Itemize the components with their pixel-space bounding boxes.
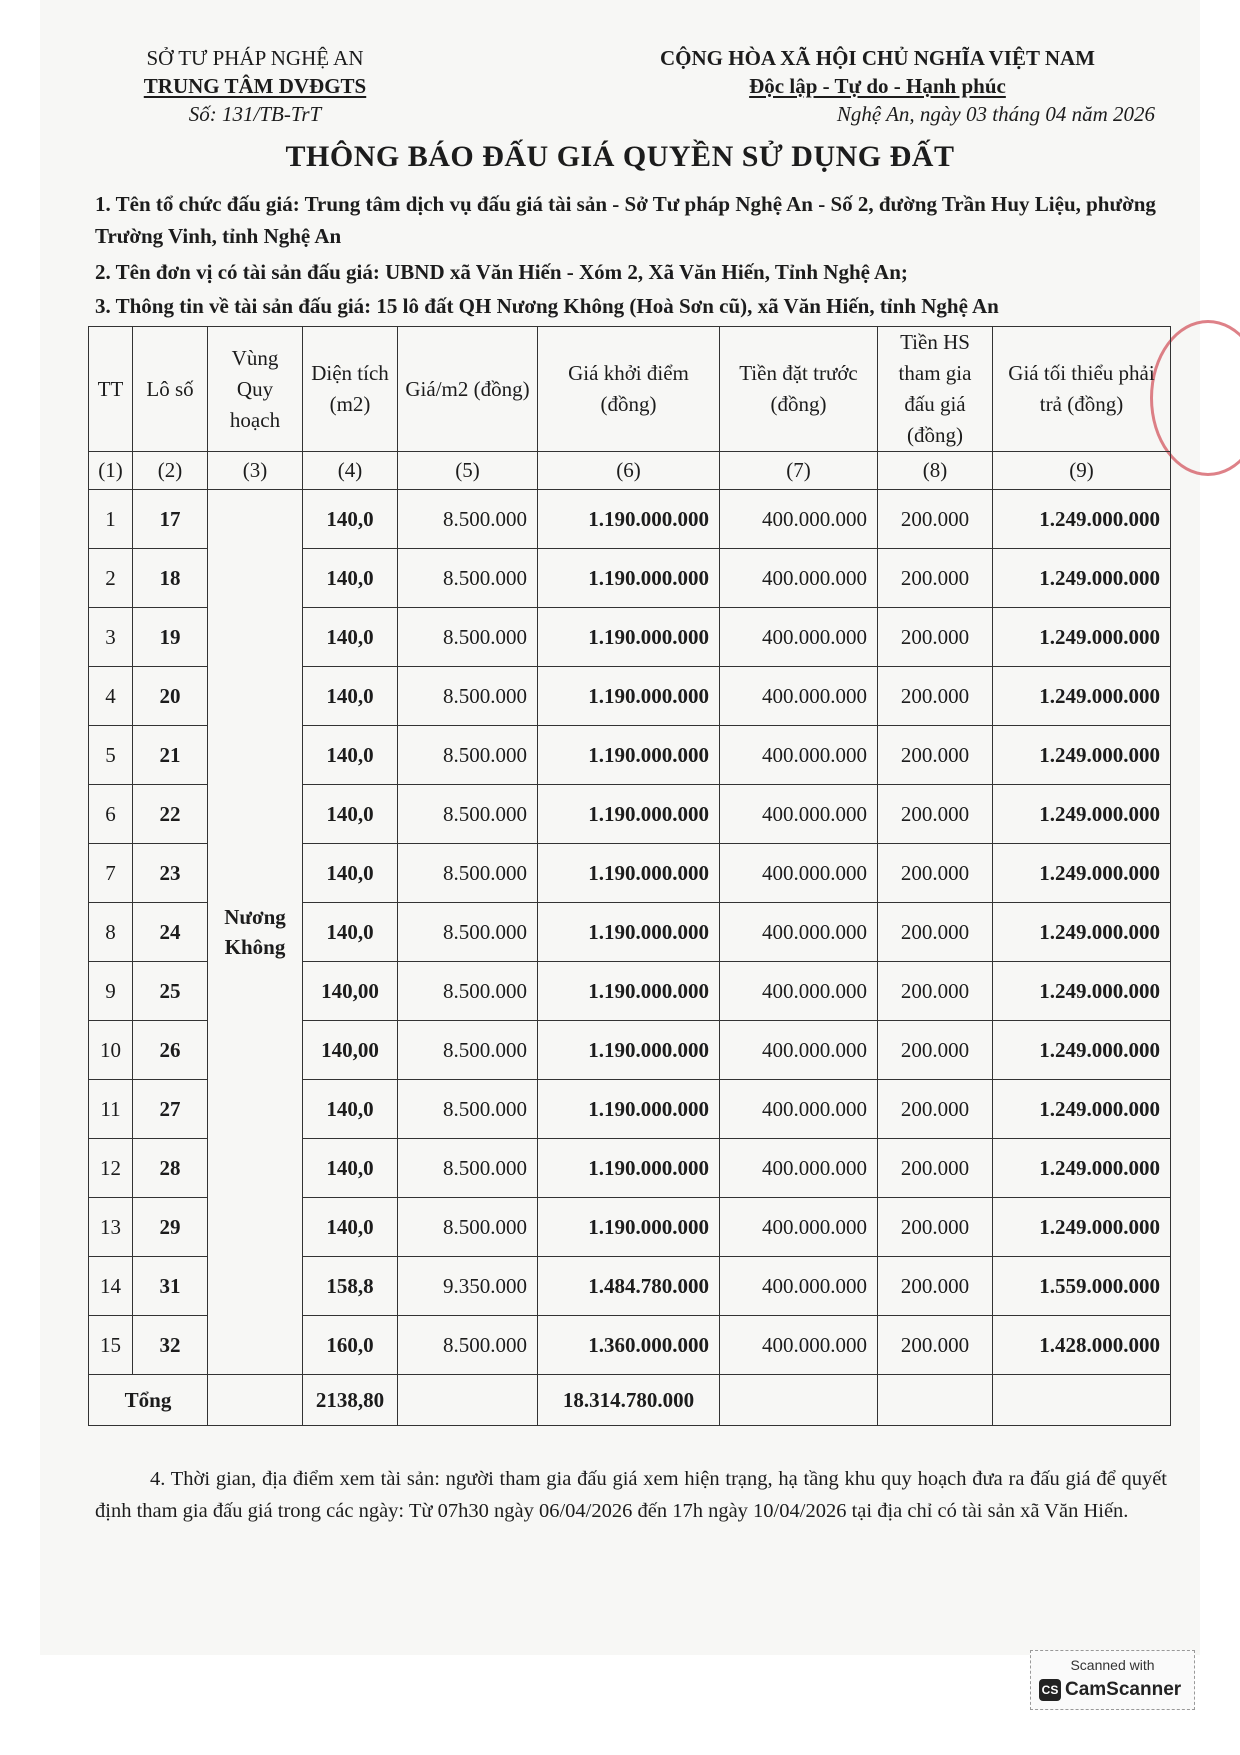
cell-start-price: 1.190.000.000 xyxy=(538,549,720,608)
cell-fee: 200.000 xyxy=(878,1080,993,1139)
camscanner-logo-icon: CS xyxy=(1039,1679,1061,1701)
cell-fee: 200.000 xyxy=(878,1316,993,1375)
document-date: Nghệ An, ngày 03 tháng 04 năm 2026 xyxy=(836,102,1155,126)
viewing-schedule-note xyxy=(95,1463,1167,1527)
cell-area: 140,00 xyxy=(303,1021,398,1080)
cell-price-m2: 8.500.000 xyxy=(398,1080,538,1139)
cell-lot: 28 xyxy=(133,1139,208,1198)
item-2-owner: 2. Tên đơn vị có tài sản đấu giá: UBND xã Văn Hiến - Xóm 2, Xã Văn Hiến, Tỉnh Nghệ An; xyxy=(95,260,908,284)
dept-name: SỞ TƯ PHÁP NGHỆ AN xyxy=(146,46,364,70)
cell-lot: 27 xyxy=(133,1080,208,1139)
cell-area: 140,0 xyxy=(303,608,398,667)
total-area: 2138,80 xyxy=(303,1375,398,1426)
cell-lot: 24 xyxy=(133,903,208,962)
cell-min-price: 1.249.000.000 xyxy=(993,1198,1171,1257)
total-empty xyxy=(398,1375,538,1426)
cell-min-price: 1.249.000.000 xyxy=(993,1139,1171,1198)
cell-price-m2: 8.500.000 xyxy=(398,785,538,844)
cell-start-price: 1.190.000.000 xyxy=(538,726,720,785)
cell-tt: 13 xyxy=(89,1198,133,1257)
cell-tt: 15 xyxy=(89,1316,133,1375)
header-cell: Tiền HS tham gia đấu giá (đồng) xyxy=(878,327,993,452)
cell-lot: 23 xyxy=(133,844,208,903)
column-number-row xyxy=(89,452,1171,490)
cell-area: 140,0 xyxy=(303,726,398,785)
cell-start-price: 1.484.780.000 xyxy=(538,1257,720,1316)
cell-area: 140,0 xyxy=(303,785,398,844)
total-empty xyxy=(720,1375,878,1426)
cell-fee: 200.000 xyxy=(878,844,993,903)
cell-lot: 26 xyxy=(133,1021,208,1080)
cell-deposit: 400.000.000 xyxy=(720,1080,878,1139)
cell-tt: 4 xyxy=(89,667,133,726)
cell-tt: 14 xyxy=(89,1257,133,1316)
header-cell: Diện tích (m2) xyxy=(303,327,398,452)
cell-deposit: 400.000.000 xyxy=(720,490,878,549)
cell-tt: 1 xyxy=(89,490,133,549)
cell-tt: 6 xyxy=(89,785,133,844)
cell-fee: 200.000 xyxy=(878,490,993,549)
header-cell: Giá khởi điểm (đồng) xyxy=(538,327,720,452)
cell-deposit: 400.000.000 xyxy=(720,1316,878,1375)
cell-lot: 25 xyxy=(133,962,208,1021)
cell-min-price: 1.249.000.000 xyxy=(993,785,1171,844)
cell-min-price: 1.249.000.000 xyxy=(993,962,1171,1021)
republic-title: CỘNG HÒA XÃ HỘI CHỦ NGHĨA VIỆT NAM xyxy=(659,46,1096,70)
column-number: (6) xyxy=(538,452,720,490)
cell-area: 140,0 xyxy=(303,549,398,608)
cell-fee: 200.000 xyxy=(878,903,993,962)
cell-min-price: 1.249.000.000 xyxy=(993,608,1171,667)
header-cell: Lô số xyxy=(133,327,208,452)
cell-start-price: 1.190.000.000 xyxy=(538,962,720,1021)
cell-tt: 12 xyxy=(89,1139,133,1198)
header-cell: Giá/m2 (đồng) xyxy=(398,327,538,452)
cell-area: 140,00 xyxy=(303,962,398,1021)
note-text: 4. Thời gian, địa điểm xem tài sản: người tham gia đấu giá xem hiện trạng, hạ tầng khu quy hoạch đưa ra đấu giá để quyết định tham gia đấu giá trong các ngày: Từ 07h30 ngày 06/04/2026 đến 17h ngày 10/04/2026 tại địa chỉ có tài sản xã Văn Hiến. xyxy=(95,1468,1167,1522)
cell-lot: 29 xyxy=(133,1198,208,1257)
cell-fee: 200.000 xyxy=(878,1257,993,1316)
cell-start-price: 1.190.000.000 xyxy=(538,490,720,549)
national-motto: Độc lập - Tự do - Hạnh phúc xyxy=(749,74,1006,98)
cell-lot: 17 xyxy=(133,490,208,549)
cell-min-price: 1.249.000.000 xyxy=(993,844,1171,903)
column-number: (1) xyxy=(89,452,133,490)
cell-zone: Nương Không xyxy=(208,490,303,1375)
cell-tt: 5 xyxy=(89,726,133,785)
cell-fee: 200.000 xyxy=(878,549,993,608)
cell-tt: 9 xyxy=(89,962,133,1021)
org-name: TRUNG TÂM DVĐGTS xyxy=(143,74,367,98)
cell-area: 140,0 xyxy=(303,844,398,903)
cell-tt: 8 xyxy=(89,903,133,962)
header-right xyxy=(600,44,1155,128)
cell-start-price: 1.360.000.000 xyxy=(538,1316,720,1375)
header-cell: TT xyxy=(89,327,133,452)
cell-price-m2: 8.500.000 xyxy=(398,903,538,962)
cell-deposit: 400.000.000 xyxy=(720,1257,878,1316)
cell-lot: 22 xyxy=(133,785,208,844)
total-row xyxy=(89,1375,1171,1426)
cell-deposit: 400.000.000 xyxy=(720,1021,878,1080)
cell-deposit: 400.000.000 xyxy=(720,1198,878,1257)
cell-price-m2: 9.350.000 xyxy=(398,1257,538,1316)
cell-start-price: 1.190.000.000 xyxy=(538,608,720,667)
cell-area: 140,0 xyxy=(303,903,398,962)
cell-lot: 20 xyxy=(133,667,208,726)
header-cell: Giá tối thiểu phải trả (đồng) xyxy=(993,327,1171,452)
cell-start-price: 1.190.000.000 xyxy=(538,667,720,726)
cell-deposit: 400.000.000 xyxy=(720,549,878,608)
cell-fee: 200.000 xyxy=(878,785,993,844)
camscanner-watermark xyxy=(1030,1650,1195,1710)
cell-price-m2: 8.500.000 xyxy=(398,608,538,667)
cell-lot: 18 xyxy=(133,549,208,608)
cell-price-m2: 8.500.000 xyxy=(398,667,538,726)
watermark-caption: Scanned with xyxy=(1070,1657,1155,1673)
cell-price-m2: 8.500.000 xyxy=(398,1316,538,1375)
header-cell: Vùng Quy hoạch xyxy=(208,327,303,452)
header-cell: Tiền đặt trước (đồng) xyxy=(720,327,878,452)
cell-lot: 31 xyxy=(133,1257,208,1316)
column-number: (9) xyxy=(993,452,1171,490)
cell-area: 160,0 xyxy=(303,1316,398,1375)
cell-fee: 200.000 xyxy=(878,1139,993,1198)
header-left xyxy=(95,44,415,128)
cell-deposit: 400.000.000 xyxy=(720,726,878,785)
cell-fee: 200.000 xyxy=(878,667,993,726)
table-row xyxy=(89,490,1171,549)
cell-price-m2: 8.500.000 xyxy=(398,844,538,903)
cell-area: 140,0 xyxy=(303,1139,398,1198)
cell-tt: 2 xyxy=(89,549,133,608)
column-number: (3) xyxy=(208,452,303,490)
auction-table xyxy=(88,326,1171,1426)
cell-price-m2: 8.500.000 xyxy=(398,1021,538,1080)
cell-price-m2: 8.500.000 xyxy=(398,726,538,785)
cell-deposit: 400.000.000 xyxy=(720,785,878,844)
cell-deposit: 400.000.000 xyxy=(720,844,878,903)
cell-start-price: 1.190.000.000 xyxy=(538,1021,720,1080)
column-number: (7) xyxy=(720,452,878,490)
page-title: THÔNG BÁO ĐẤU GIÁ QUYỀN SỬ DỤNG ĐẤT xyxy=(285,140,955,173)
cell-start-price: 1.190.000.000 xyxy=(538,1080,720,1139)
cell-lot: 19 xyxy=(133,608,208,667)
cell-min-price: 1.249.000.000 xyxy=(993,1021,1171,1080)
cell-area: 140,0 xyxy=(303,490,398,549)
total-empty xyxy=(993,1375,1171,1426)
cell-start-price: 1.190.000.000 xyxy=(538,1139,720,1198)
item-1-organizer: 1. Tên tổ chức đấu giá: Trung tâm dịch vụ đấu giá tài sản - Sở Tư pháp Nghệ An - Số 2, đường Trần Huy Liệu, phường Trường Vinh, tỉnh Nghệ An xyxy=(95,192,1156,248)
cell-fee: 200.000 xyxy=(878,726,993,785)
cell-price-m2: 8.500.000 xyxy=(398,1198,538,1257)
cell-lot: 21 xyxy=(133,726,208,785)
cell-price-m2: 8.500.000 xyxy=(398,1139,538,1198)
total-start-price: 18.314.780.000 xyxy=(538,1375,720,1426)
cell-area: 140,0 xyxy=(303,667,398,726)
cell-area: 140,0 xyxy=(303,1080,398,1139)
cell-fee: 200.000 xyxy=(878,1021,993,1080)
cell-fee: 200.000 xyxy=(878,962,993,1021)
cell-deposit: 400.000.000 xyxy=(720,608,878,667)
cell-min-price: 1.249.000.000 xyxy=(993,490,1171,549)
cell-min-price: 1.428.000.000 xyxy=(993,1316,1171,1375)
cell-start-price: 1.190.000.000 xyxy=(538,844,720,903)
table-header-row xyxy=(89,327,1171,452)
cell-area: 158,8 xyxy=(303,1257,398,1316)
cell-start-price: 1.190.000.000 xyxy=(538,785,720,844)
cell-price-m2: 8.500.000 xyxy=(398,490,538,549)
cell-min-price: 1.249.000.000 xyxy=(993,549,1171,608)
item-3-asset: 3. Thông tin về tài sản đấu giá: 15 lô đất QH Nương Không (Hoà Sơn cũ), xã Văn Hiến, tỉnh Nghệ An xyxy=(95,294,999,318)
document-number: Số: 131/TB-TrT xyxy=(188,102,322,126)
total-label: Tổng xyxy=(89,1375,208,1426)
cell-min-price: 1.249.000.000 xyxy=(993,726,1171,785)
column-number: (8) xyxy=(878,452,993,490)
cell-deposit: 400.000.000 xyxy=(720,1139,878,1198)
cell-tt: 10 xyxy=(89,1021,133,1080)
cell-min-price: 1.249.000.000 xyxy=(993,1080,1171,1139)
cell-min-price: 1.249.000.000 xyxy=(993,667,1171,726)
column-number: (4) xyxy=(303,452,398,490)
cell-deposit: 400.000.000 xyxy=(720,903,878,962)
cell-fee: 200.000 xyxy=(878,1198,993,1257)
cell-deposit: 400.000.000 xyxy=(720,962,878,1021)
watermark-brand: CamScanner xyxy=(1065,1679,1182,1700)
cell-deposit: 400.000.000 xyxy=(720,667,878,726)
cell-price-m2: 8.500.000 xyxy=(398,962,538,1021)
column-number: (5) xyxy=(398,452,538,490)
cell-tt: 3 xyxy=(89,608,133,667)
cell-min-price: 1.559.000.000 xyxy=(993,1257,1171,1316)
cell-min-price: 1.249.000.000 xyxy=(993,903,1171,962)
total-empty xyxy=(878,1375,993,1426)
cell-start-price: 1.190.000.000 xyxy=(538,1198,720,1257)
cell-fee: 200.000 xyxy=(878,608,993,667)
cell-tt: 7 xyxy=(89,844,133,903)
cell-start-price: 1.190.000.000 xyxy=(538,903,720,962)
cell-price-m2: 8.500.000 xyxy=(398,549,538,608)
cell-tt: 11 xyxy=(89,1080,133,1139)
total-empty xyxy=(208,1375,303,1426)
column-number: (2) xyxy=(133,452,208,490)
cell-lot: 32 xyxy=(133,1316,208,1375)
cell-area: 140,0 xyxy=(303,1198,398,1257)
